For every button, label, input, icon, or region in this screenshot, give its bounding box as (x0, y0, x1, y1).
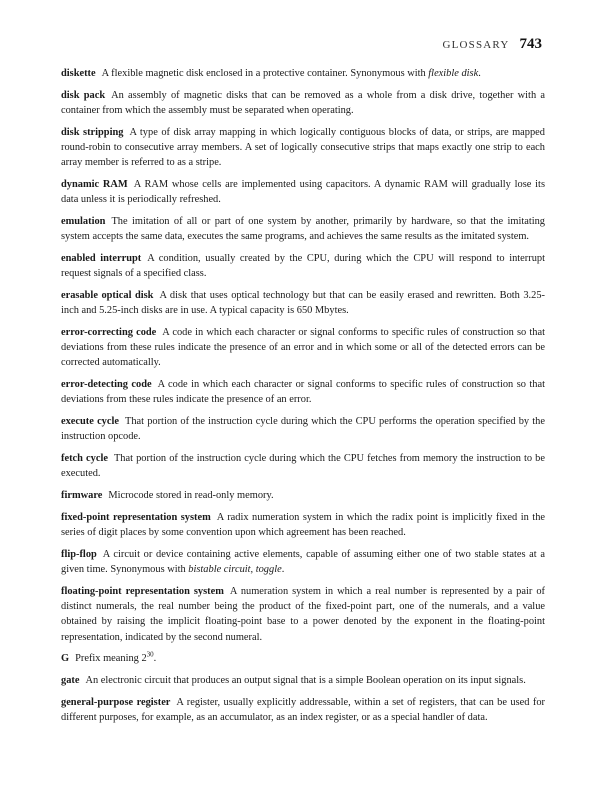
glossary-definition: A circuit or device containing active elements, capable of assuming either one of two stable states at a given time. Synonymous with bistable circuit, toggle. (61, 548, 545, 576)
glossary-definition: Microcode stored in read-only memory. (108, 490, 274, 502)
glossary-term: erasable optical disk (61, 289, 154, 301)
exponent: 30 (146, 650, 154, 659)
glossary-entry (61, 651, 545, 666)
glossary-entry (61, 510, 545, 541)
glossary-entry (61, 125, 545, 171)
glossary-definition: A condition, usually created by the CPU, during which the CPU will respond to interrupt request signals of a specified class. (61, 252, 545, 280)
page-number: 743 (519, 36, 542, 52)
glossary-term: disk pack (61, 89, 106, 101)
glossary-entry (61, 584, 545, 645)
glossary-term: execute cycle (61, 416, 119, 428)
running-head: GLOSSARY (442, 39, 510, 51)
glossary-entry (61, 177, 545, 208)
glossary-term: error-detecting code (61, 379, 152, 391)
glossary-definition: Prefix meaning $2^{30}$. (75, 650, 157, 665)
glossary-term: disk stripping (61, 126, 124, 138)
glossary-definition: A disk that uses optical technology but that can be easily erased and rewritten. Both 3.25-inch and 5.25-inch disks are in use. A typical capacity is 650 Mbytes. (61, 289, 545, 317)
glossary-term: emulation (61, 215, 106, 227)
page-header (442, 36, 542, 53)
glossary-term: fetch cycle (61, 453, 108, 465)
glossary-entry (61, 488, 545, 503)
glossary-list (61, 66, 545, 732)
glossary-entry (61, 377, 545, 408)
synonym: bistable circuit, toggle (188, 564, 282, 576)
glossary-definition: A flexible magnetic disk enclosed in a protective container. Synonymous with flexible disk. (101, 68, 481, 79)
glossary-term: general-purpose register (61, 696, 171, 708)
glossary-definition: A code in which each character or signal conforms to specific rules of construction so that deviations from these rules indicate the presence of an error and in which some or all of the detected errors can be corrected automatically. (61, 326, 545, 369)
glossary-term: flip-flop (61, 548, 97, 560)
glossary-definition: A RAM whose cells are implemented using capacitors. A dynamic RAM will gradually lose its data unless it is periodically refreshed. (61, 178, 545, 206)
glossary-term: diskette (61, 68, 96, 79)
glossary-term: dynamic RAM (61, 178, 128, 190)
glossary-term: enabled interrupt (61, 252, 142, 264)
glossary-definition: A radix numeration system in which the radix point is implicitly fixed in the series of digit places by some convention upon which agreement has been reached. (61, 511, 545, 539)
glossary-definition: A register, usually explicitly addressable, within a set of registers, that can be used for different purposes, for example, as an accumulator, as an index register, or as a special handler of data. (61, 696, 545, 724)
glossary-definition: A numeration system in which a real number is represented by a pair of distinct numerals, the real number being the product of the fixed-point part, one of the numerals, and a value obtained by raising the implicit floating-point base to a power denoted by the exponent in the floating-point representation, indicated by the second numeral. (61, 585, 545, 643)
synonym: flexible disk (428, 68, 479, 79)
glossary-definition: That portion of the instruction cycle during which the CPU performs the operation specified by the instruction opcode. (61, 416, 545, 443)
glossary-entry (61, 288, 545, 319)
glossary-entry (61, 673, 545, 688)
glossary-entry (61, 88, 545, 119)
glossary-entry (61, 547, 545, 578)
glossary-entry (61, 414, 545, 445)
glossary-definition: That portion of the instruction cycle during which the CPU fetches from memory the instruction to be executed. (61, 453, 545, 480)
glossary-entry (61, 451, 545, 482)
glossary-definition: An assembly of magnetic disks that can be removed as a whole from a disk drive, together with a container from which the assembly must be separated when operating. (61, 89, 545, 116)
glossary-term: fixed-point representation system (61, 511, 211, 523)
glossary-definition: An electronic circuit that produces an output signal that is a simple Boolean operation on its input signals. (85, 675, 526, 687)
glossary-term: floating-point representation system (61, 585, 224, 597)
glossary-definition: A code in which each character or signal conforms to specific rules of construction so that deviations from these rules indicate the presence of an error. (61, 379, 545, 406)
glossary-entry (61, 325, 545, 371)
glossary-term: G (61, 653, 70, 665)
glossary-definition: The imitation of all or part of one system by another, primarily by hardware, so that the imitating system accepts the same data, executes the same programs, and achieves the same results as the imitated system. (61, 215, 545, 243)
glossary-term: gate (61, 675, 80, 687)
glossary-entry (61, 695, 545, 726)
glossary-definition: A type of disk array mapping in which logically contiguous blocks of data, or strips, are mapped round-robin to consecutive array members. A set of logically consecutive strips that maps exactly one strip to each array member is referred to as a stripe. (61, 126, 545, 169)
glossary-entry (61, 66, 545, 81)
glossary-entry (61, 214, 545, 245)
glossary-entry (61, 251, 545, 282)
glossary-term: error-correcting code (61, 326, 157, 338)
glossary-term: firmware (61, 490, 103, 502)
